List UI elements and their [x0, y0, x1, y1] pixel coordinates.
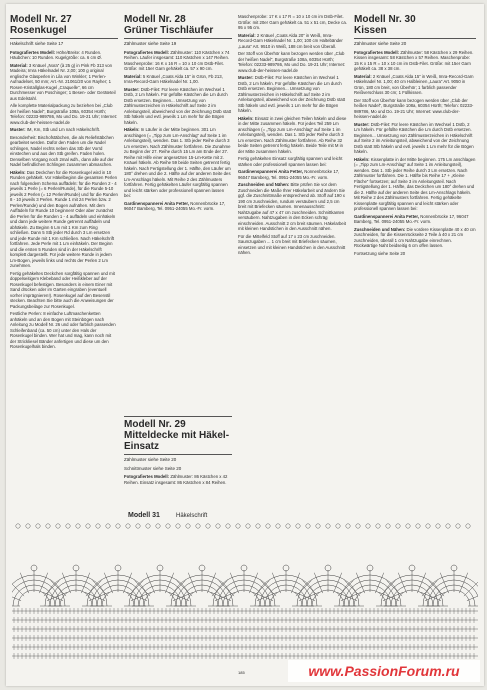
edge-picot [386, 524, 390, 528]
edge-picot [226, 524, 230, 528]
edge-picot [396, 524, 400, 528]
column-model-27 [10, 14, 118, 352]
edge-picot [86, 524, 90, 528]
chart-model-title: Modell 31 [128, 512, 160, 519]
edge-picot [176, 524, 180, 528]
section-label: Gardinenspannerei Anita Fetter, [354, 213, 420, 219]
section-text: Zählmuster: 58 Kästchen x 29 Reihen. Kissen insgesamt: 58 Kästchen x 57 Reihen. Maschenprobe: 15 K x 15 R = 10 x 10 cm im Dstb-Filet. Größe: mit 15er Garn gehäkelt ca. 38 x 38 cm. [354, 49, 474, 71]
edge-picot [416, 524, 420, 528]
edge-picot [26, 524, 30, 528]
section-label: Material: [124, 73, 142, 79]
section-text: Zählmuster: 110 Kästchen x 74 Reihen. Läufer insgesamt: 110 Kästchen x 147 Reihen. Maschenprobe: 16 K x 16 R = 10 x 10 cm Dstb-Filet. Größe: mit 15er Garn gehäkelt ca. 57 x 90 cm. [124, 49, 230, 71]
edge-picot [296, 524, 300, 528]
section-text: IM, Km, Stb und Lm nach Häkelschrift. [26, 127, 101, 132]
section-text: Das Deckchen für die Rosenkugel wird in 10 Runden gehäkelt. Vor Häkelbeginn die gesamten Perlen nach folgendem Schema auffädeln: für die Runden 2 - 4 jeweils 1 Perle (= 6 Perlen/Runde), für die Runde 5-10 jeweils 2 Perlen (= 12 Perlen/Runde) und für die Runden 8 - 10 jeweils 3 Perlen. Runde 1 mit 24 Perlen bzw. 2 Perlen/Runde) und den Bogen aufnähen. Mit dem Auffädeln für Runde 10 beginnen! Oder aber zunächst die Perlen für die Runden 1 - 4 auffädeln und einhäkeln und dann jede weitere Runde getrennt auffädeln und abhäkeln. Zu Beginn 6 Lm mit 1 Km zum Ring schließen. Dann 5 Stb jeder Rd durch 3 Lm ersetzen und jede Runde mit 1 Km schließen. Nach Häkelschrift fortfahren. Jede Perle mit 1 Lm einhäkeln. Der Beginn und die ersten 5 Runden sind in der Häkelschrift komplett dargestellt. Für jede weitere Runde in jedem Lm-Bogen, jeweils links und rechts der Perlen 2 Lm zunehmen. [10, 169, 118, 268]
section-paragraph [124, 127, 232, 199]
edge-picot [136, 524, 140, 528]
section-paragraph [124, 50, 232, 72]
section-text: Der Stoff von Überhör kann bezogen werden über „Club der heißen Nadel“, Burgstraße 108a, 60354 Hürth; Telefon: 02233-989786, Mo und Do. 19-21 Uhr; Internet: www.club-der-heissen-nadel.de [238, 51, 346, 73]
section-paragraph [10, 170, 118, 269]
section-paragraph [10, 63, 118, 102]
section-paragraph [238, 169, 348, 180]
edge-picot [266, 524, 270, 528]
section-text: 5 Knäuel „Coats Alda 15“ in Grün, Fb 213, Imra-Record-Garn Häkelnadel Nr. 1,00. [124, 73, 223, 84]
edge-picot [166, 524, 170, 528]
section-paragraph [10, 311, 118, 350]
section-label: Muster: [124, 86, 140, 92]
section-paragraph [238, 14, 348, 31]
edge-picot [326, 524, 330, 528]
model-heading: Modell Nr. 28 [124, 14, 186, 25]
divider [354, 38, 476, 39]
edge-picot [236, 524, 240, 528]
section-text: Nonnenbrücke 17, 96047 Bamberg, Tel. 0951-24055 Mo.-Fr. vorm. [238, 169, 340, 180]
section-text: Einsatz in zwei gleichen Teilen häkeln und diese in der Mitte zusammen häkeln. Für jedes Teil 259 Lm anschlagen (= „Tipp zum Lm-Anschlag“ auf Seite 1 im Anleitungsteil), wenden. Das 1. Stb jeder Reihe durch 3 Lm ersetzen. Nach Zählmuster fortfahren. Ab Reihe 32 beide Seiten getrennt fertig häkeln. Beide Teile mit M in der Mitte zusammen häkeln. [238, 115, 347, 154]
edge-picot [446, 524, 450, 528]
magazine-page [6, 4, 484, 686]
crochet-chart [12, 516, 478, 666]
model-subtitle: Häkelschrift siehe Seite 17 [10, 41, 64, 46]
model-subtitle: Zählmuster siehe Seite 20 [354, 41, 407, 46]
section-label: Fotografiertes Modell: [124, 474, 170, 479]
section-label: Muster: [238, 75, 254, 80]
section-paragraph [354, 74, 476, 96]
section-text: Fertig gehäkeltes Deckchen sorgfältig spannen und mit doppelseitigem Klebeband oder Heißkleber auf der Rosenkugel befestigen. Besonders in einem Einer mit Sand drücken oder im Garten eingraben (eventuell vorher imprägnieren!). Rosenkugel auf den Besenstil stecken. Beachten Sie bitte auch die Anweisungen der Packungsbeilage zur Rosenkugel. [10, 270, 115, 309]
edge-picot [106, 524, 110, 528]
site-watermark: www.PassionForum.ru [288, 660, 480, 682]
column-model-30 [354, 14, 476, 258]
section-paragraph [354, 98, 476, 120]
edge-picot [196, 524, 200, 528]
edge-picot [316, 524, 320, 528]
section-label: Material: [10, 62, 28, 68]
edge-picot [366, 524, 370, 528]
model-heading: Modell Nr. 29 [124, 419, 186, 430]
section-text: Alle komplette Materialpackung zu beziehen bei „Club der heißen Nadel“, Burgstraße 108a, 60354 Hürth; Telefon: 02233-989786, Mo und Do. 19-21 Uhr; Internet: www.club-der-heissen-nadel.de [10, 103, 118, 125]
divider [124, 38, 232, 39]
section-text: In Läufer in der Mitte beginnen. 301 Lm anschlagen (= „Tipp zum Lm-Anschlag“ auf Seite 1 im Anleitungsteil), wenden. Das 1. Stb jeder Reihe durch 3 Lm ersetzen. Nach Zählmuster fortfahren. Die Zunahme zu Beginn der 27. Reihe durch 15 Lm am Ende der 27. Reihe mit Hilfe einer angesetzten 15-Lm-Kette mit 2. Knäuel häkeln. Ab Reihe 59 beide Seiten getrennt fertig häkeln. Nach Fertigstellung der 1. Hälfte, den Läufer um 180° drehen und die 2. Hälfte auf der anderen Seite des Lm-Anschlags häkeln. Mit Reihe 2 des Zählmusters fortfahren. Fertig gehäkelten Läufer sorgfältig spannen und leicht stärken oder professionell spannen lassen bei: [124, 127, 231, 198]
edge-picot [246, 524, 250, 528]
model-title: Grüner Tischläufer [124, 25, 214, 36]
edge-picot [346, 524, 350, 528]
edge-picot [436, 524, 440, 528]
section-text: 2 Knäuel „Coats Alda 15“ in Weiß, Imra-Record-Garn Häkelnadel Nr. 1,00; 40 cm Halbleinen „Laura“ Art. 9050 in Grün, 180 cm breit, von Überhör; 1 farblich passender Reißverschluss 30 cm; 1 Füllkissen. [354, 73, 474, 95]
section-paragraph [238, 51, 348, 73]
edge-picot [456, 524, 460, 528]
edge-picot [56, 524, 60, 528]
edge-picot [36, 524, 40, 528]
section-text: Fortsetzung siehe Seite 20 [354, 250, 406, 256]
section-paragraph [238, 156, 348, 167]
divider [124, 416, 232, 417]
section-text: Dstb-Filet: Für leere Kästchen im Wechsel 1 Dstb, 2 Lm häkeln. Für gefüllte Kästchen die Lm durch Dstb ersetzen. Beginnen... Umsetzung von Zählmusterzeichen in Häkelschrift auf Seite 2 im Anleitungsteil, abweichend von der Zeichnung Dstb statt Stb häkeln und evtl. jeweils 1 Lm mehr für die Bögen häkeln. [354, 121, 474, 154]
edge-picot [336, 524, 340, 528]
section-label: Gardinenspannerei Anita Fetter, [124, 200, 190, 206]
section-paragraph [10, 50, 118, 61]
edge-picot [356, 524, 360, 528]
section-text: Nonnenbrücke 17, 96047 Bamberg, Tel. 0951-24055 Mo.-Fr. vorm. [354, 213, 469, 224]
section-text: Dstb-Filet: Für leere Kästchen im Wechsel 1 Dstb, 2 Lm häkeln. Für gefüllte Kästchen die Lm durch Dstb ersetzen. Beginnen... Umsetzung von Zählmusterzeichen in Häkelschrift auf Seite 2 im Anleitungsteil, abweichend von der Zeichnung Dstb statt Stb häkeln und evtl. jeweils 1 Lm mehr für die Bögen häkeln. [238, 75, 346, 113]
section-text: 2 Knäuel „Coats Alda 20“ in Weiß, Imra-Record-Garn Häkelnadel Nr. 1,00; 100 cm Haltebänder „Laura“ Art. 9510 in Weiß, 188 cm breit von Überall. [238, 32, 343, 49]
section-label: Häkeln: [124, 127, 140, 132]
edge-picot [66, 524, 70, 528]
section-paragraph [354, 227, 476, 249]
column-model-29-continued [238, 14, 348, 258]
model-heading: Modell Nr. 27 [10, 14, 72, 25]
section-label: Fotografiertes Modell: [124, 49, 170, 55]
edge-picot [406, 524, 410, 528]
section-list [124, 50, 232, 212]
section-label: Muster: [10, 127, 26, 132]
section-paragraph [238, 116, 348, 155]
section-label: Fotografiertes Modell: [10, 49, 56, 55]
section-text: Zählmuster: 86 Kästchen x 42 Reihen. Einsatz insgesamt: 86 Kästchen x 84 Reihen. [124, 474, 228, 485]
divider [10, 38, 118, 39]
section-text: Nonnenbrücke 17, 96047 Bamberg, Tel. 0951-24055 Mo.-Fr. vorm. [124, 200, 226, 211]
section-label: Fotografiertes Modell: [354, 49, 400, 55]
section-paragraph [238, 75, 348, 114]
model-title: Mitteldecke mit Häkel-Einsatz [124, 430, 230, 452]
section-paragraph [124, 87, 232, 126]
section-text: Festliche Perlen: 8 einfache Luftmaschenketten anhäkeln und an den Bogen mit Steinbögen nach Anleitung zu Modell Nr. 26 und oder farblich passenden Schleifenband (ca. 50 cm) unter den Hals der Rosenkugel binden. Wer hat und mag, kann noch mit der Strickliesel Bänder anfertigen und diese um den Rosenkugelhals binden. [10, 311, 116, 349]
section-paragraph [354, 50, 476, 72]
model-note: Schnittmuster siehe Seite 20 [124, 465, 182, 471]
section-text: Dstb-Filet: Für leere Kästchen im Wechsel 1 Dstb, 2 Lm häkeln. Für gefüllte Kästchen die Lm durch Dstb ersetzen. Beginnen... Umsetzung von Zählmusterzeichen in Häkelschrift auf Seite 2 im Anleitungsteil, abweichend von der Zeichnung Dstb statt Stb häkeln und evtl. jeweils 1 Lm mehr für die Bögen häkeln. [124, 86, 232, 125]
section-text: Die vordere Kissenplatte 40 x 40 cm zuschneiden, für die Kissenrückseite 2 Teile à 40 x 21 cm zuschneiden, überall 1 cm Nahtzugabe einrechnen. Rückwärtige Naht beidseitig 6 cm offen lassen. [354, 226, 476, 248]
section-label: Häkeln: [10, 169, 26, 175]
edge-picot [186, 524, 190, 528]
model-title: Rosenkugel [10, 25, 67, 36]
section-text: Besonderheit: Bischofstäbchen, die als Reliefstäbchen gearbeitet werden. Dafür den Faden um die Nadel schlingen, Nadel rechts neben das Stb der Vorrd einstechen und aus den Stb greifen. Faden holen. Denselben Vorgang noch 2mal wdh., dann alle auf der Nadel befindlichen Schlingen zusammen abmaschen. [10, 134, 114, 167]
chart-label: Häkelschrift [176, 513, 208, 519]
edge-picot [126, 524, 130, 528]
section-text: 3 Knäuel „Nora“ (à 25 g) in Pink Fb 313 von Madeira; Imra Häkelnadel Nr. 2,00; 100 g original englische Glasperlen in Lila von Winkler; 1 Perlen-Aufnadelset, 50 mm; Art.-Nr. 21061/20 von Rayher; 1 Rosen-Kristallglas-Kugel „Craquelle“, 66 cm Durchmesser von Poschinger; 1 Besen- oder Geräteteil aus Edelstahl. [10, 62, 116, 101]
edge-picot [96, 524, 100, 528]
section-label: Material: [354, 73, 372, 79]
edge-picot [76, 524, 80, 528]
edge-picot [16, 524, 20, 528]
section-text: Der Stoff von Überhör kann bezogen werden über „Club der heißen Nadel“, Burgstraße 108a, 60354 Hürth; Telefon: 02233-989786, Mo und Do. 19-21 Uhr; Internet: www.club-der-heissen-nadel.de [354, 97, 474, 119]
section-label: Zuschneiden und Nähen: [354, 226, 406, 232]
edge-picot [466, 524, 470, 528]
model-title: Kissen [354, 25, 387, 36]
section-text: Fertig gehäkelten Einsatz sorgfältig spannen und leicht stärken oder professionell spannen lassen bei: [238, 156, 343, 167]
edge-picot [306, 524, 310, 528]
section-paragraph [354, 214, 476, 225]
edge-picot [206, 524, 210, 528]
model-heading: Modell Nr. 30 [354, 14, 416, 25]
section-label: Zuschneiden und Nähen: [238, 182, 290, 187]
edge-picot [376, 524, 380, 528]
section-label: Material: [238, 32, 256, 38]
edge-picot [426, 524, 430, 528]
model-29-block [124, 414, 232, 487]
model-subtitle: Zählmuster siehe Seite 19 [124, 41, 177, 46]
edge-picot [146, 524, 150, 528]
edge-picot [156, 524, 160, 528]
section-paragraph [238, 182, 348, 232]
edge-picot [216, 524, 220, 528]
section-paragraph [354, 122, 476, 155]
edge-picot [46, 524, 50, 528]
edge-picot [256, 524, 260, 528]
section-paragraph [10, 135, 118, 168]
section-paragraph [10, 127, 118, 133]
section-paragraph [124, 74, 232, 85]
edge-picot [286, 524, 290, 528]
treble-stitch [12, 592, 21, 600]
edge-picot [116, 524, 120, 528]
section-label: Muster: [354, 121, 370, 127]
section-list [238, 14, 348, 256]
section-list [124, 474, 232, 485]
section-text: Bitte prüfen Sie vor dem Zuschneiden die Maße Ihrer Häkelarbeit und ändern Sie ggf. die Zuschnittmaße entsprechend ab. Stoff auf 190 x 190 cm zuschneiden, rundum versäubern und 2,5 cm breit mit Briefecken säumen. Innenausschnitt: Nahtzugabe auf 47 x 47 cm zuschneiden. Schnittkanten versäubern. Nahtzugaben in den Ecken schräg einschneiden. Ausschnitt 2 cm breit säumen. Häkelarbeit mit kleinen Handstichen in den Ausschnitt nähen. [238, 182, 346, 231]
section-text: Höhe/Breite: 4 Runden. Häubchen: 10 Runden. Kugelgröße: ca. 6 cm Ø. [10, 49, 102, 60]
section-text: Maschenprobe: 17 K x 17 R = 10 x 10 cm im Dstb-Filet. Größe: mit 20er Garn gehäkelt ca. 51 x 51 cm, Decke ca. 95 x 95 cm. [238, 14, 347, 30]
section-label: Gardinenspannerei Anita Fetter, [238, 169, 304, 174]
section-label: Häkeln: [238, 115, 254, 121]
section-paragraph [238, 33, 348, 50]
section-list [354, 50, 476, 257]
section-text: Kissenplatte in der Mitte beginnen. 175 Lm anschlagen (= „Tipp zum Lm-Anschlag“ auf Seite 1 im Anleitungsteil), wenden. Das 1. Stb jeder Reihe durch 3 Lm ersetzen. Nach Zählmuster fortfahren. Die 1. Hälfte bis Reihe 17 + „Kleine Fläche“ fortsetzen; auf Seite 3 im Anleitungsteil. Nach Fertigstellung der 1. Hälfte, das Deckchen um 180° drehen und die 2. Hälfte auf der anderen Seite des Lm-Anschlags häkeln. Mit Reihe 2 des Zählmusters fortfahren. Fertig gehäkelte Kissenplatte sorgfältig spannen und leicht stärken oder professionell spannen lassen bei: [354, 156, 476, 211]
edge-picot [276, 524, 280, 528]
section-paragraph [354, 251, 476, 257]
section-paragraph [238, 234, 348, 256]
section-paragraph [124, 474, 232, 485]
section-label: Häkeln: [354, 156, 370, 162]
column-model-28 [124, 14, 232, 214]
section-paragraph [124, 201, 232, 212]
model-subtitle: Zählmuster siehe Seite 20 [124, 457, 177, 462]
section-paragraph [10, 271, 118, 310]
section-paragraph [354, 157, 476, 212]
section-text: Für die Mittelfeld Stoff auf 17 x 23 cm zuschneiden. Saumzugaben ... 1 cm breit mit Briefecken säumen, einsetzen und mit kleinen Handstichen in den Ausschnitt nähen. [238, 233, 346, 255]
section-list [10, 50, 118, 350]
divider [124, 454, 232, 455]
arch-stitch [12, 580, 60, 606]
page-number: 185 [238, 670, 245, 675]
section-paragraph [10, 103, 118, 125]
